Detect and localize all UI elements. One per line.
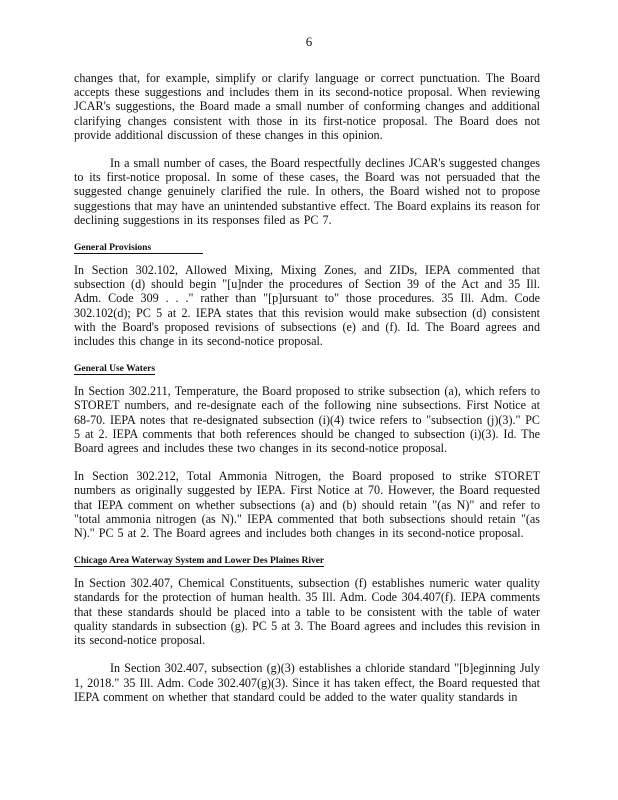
paragraph: In a small number of cases, the Board respectfully declines JCAR's suggested changes to its first-notice proposal. In some of these cases, the Board was not persuaded that the suggested change genuinely clarified the rule. In others, the Board wished not to propose suggestions that may have an unintended substantive effect. The Board explains its reason for declining suggestions in its responses filed as PC 7. — [74, 156, 540, 227]
section-heading — [74, 358, 540, 375]
page-number: 6 — [305, 34, 313, 49]
paragraph: In Section 302.407, subsection (g)(3) establishes a chloride standard "[b]eginning July 1, 2018." 35 Ill. Adm. Code 302.407(g)(3). Since it has taken effect, the Board requested that IEPA comment on whether that standard could be added to the water quality standards in — [74, 661, 540, 704]
paragraph: In Section 302.211, Temperature, the Board proposed to strike subsection (a), which refers to STORET numbers, and re-designate each of the following nine subsections. First Notice at 68-70. IEPA notes that re-designated subsection (i)(4) twice refers to "subsection (j)(3)." PC 5 at 2. IEPA comments that both references should be changed to subsection (i)(3). Id. The Board agrees and includes these two changes in its second-notice proposal. — [74, 384, 540, 456]
heading-chicago-area: Chicago Area Waterway System and Lower Des Plaines River — [74, 556, 325, 567]
page-body — [74, 71, 540, 704]
section-heading — [74, 237, 540, 254]
paragraph: In Section 302.212, Total Ammonia Nitrogen, the Board proposed to strike STORET numbers as originally suggested by IEPA. First Notice at 70. However, the Board requested that IEPA comment on whether subsections (a) and (b) should retain "(as N)" and refer to "total ammonia nitrogen (as N)." IEPA commented that both subsections should retain "(as N)." PC 5 at 2. The Board agrees and includes both changes in its second-notice proposal. — [74, 469, 540, 541]
heading-general-provisions: General Provisions — [74, 243, 203, 254]
paragraph: In Section 302.407, Chemical Constituents, subsection (f) establishes numeric water quality standards for the protection of human health. 35 Ill. Adm. Code 304.407(f). IEPA comments that these standards should be placed into a table to be consistent with the table of water quality standards in subsection (g). PC 5 at 3. The Board agrees and includes this revision in its second-notice proposal. — [74, 576, 540, 648]
paragraph: changes that, for example, simplify or clarify language or correct punctuation. The Board accepts these suggestions and includes them in its second-notice proposal. When reviewing JCAR's suggestions, the Board made a small number of conforming changes and additional clarifying changes consistent with those in its first-notice proposal. The Board does not provide additional discussion of these changes in this opinion. — [74, 71, 540, 142]
paragraph: In Section 302.102, Allowed Mixing, Mixing Zones, and ZIDs, IEPA commented that subsection (d) should begin "[u]nder the procedures of Section 39 of the Act and 35 Ill. Adm. Code 309 . . ." rather than "[p]ursuant to" those procedures. 35 Ill. Adm. Code 302.102(d); PC 5 at 2. IEPA states that this revision would make subsection (d) consistent with the Board's proposed revisions of subsections (e) and (f). Id. The Board agrees and includes this change in its second-notice proposal. — [74, 263, 540, 349]
heading-general-use-waters: General Use Waters — [74, 364, 156, 375]
section-heading — [74, 550, 540, 567]
